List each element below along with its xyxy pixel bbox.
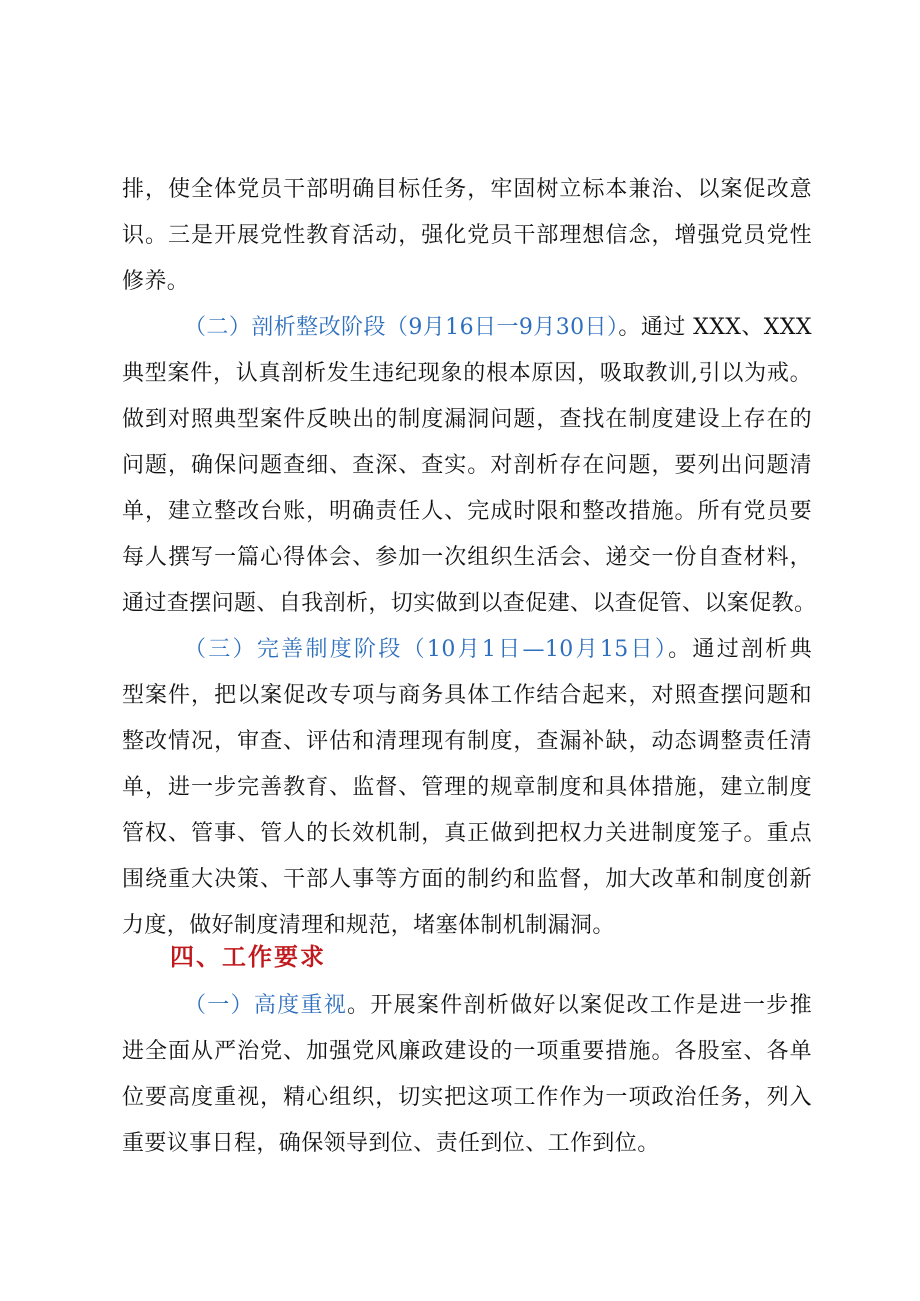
subheading-system-stage: （三）完善制度阶段（10月1日—10月15日） [184, 637, 669, 662]
paragraph-3-line-1-rest: 。通过剖析典 [668, 637, 813, 662]
paragraph-3-line-6: 围绕重大决策、干部人事等方面的制约和监督，加大改革和制度创新 [122, 867, 812, 892]
paragraph-3-line-4: 单，进一步完善教育、监督、管理的规章制度和具体措施，建立制度 [122, 775, 812, 800]
paragraph-1-line-3: 修养。 [122, 269, 190, 294]
paragraph-2-line-3: 做到对照典型案件反映出的制度漏洞问题，查找在制度建设上存在的 [122, 407, 812, 432]
paragraph-3-line-5: 管权、管事、管人的长效机制，真正做到把权力关进制度笼子。重点 [122, 821, 812, 846]
subheading-analysis-stage: （二）剖析整改阶段（9月16日一9月30日） [184, 315, 619, 340]
paragraph-3-line-1 [184, 628, 812, 672]
subheading-high-importance: （一）高度重视 [184, 993, 348, 1018]
paragraph-2-line-4: 问题，确保问题查细、查深、查实。对剖析存在问题，要列出问题清 [122, 453, 812, 478]
paragraph-4-line-4: 重要议事日程，确保领导到位、责任到位、工作到位。 [122, 1131, 660, 1156]
paragraph-2-line-1 [184, 306, 812, 350]
paragraph-4-line-2: 进全面从严治党、加强党风廉政建设的一项重要措施。各股室、各单 [122, 1039, 812, 1064]
paragraph-2-line-1-rest: 。通过 XXX、XXX [618, 315, 812, 340]
section-heading-work-requirements: 四、工作要求 [170, 943, 326, 971]
paragraph-1-line-1: 排，使全体党员干部明确目标任务，牢固树立标本兼治、以案促改意 [122, 177, 812, 202]
paragraph-2-line-7: 通过查摆问题、自我剖析，切实做到以查促建、以查促管、以案促教。 [122, 591, 817, 616]
paragraph-2-line-6: 每人撰写一篇心得体会、参加一次组织生活会、递交一份自查材料， [122, 545, 812, 570]
paragraph-4-line-1-rest: 。开展案件剖析做好以案促改工作是进一步推 [347, 993, 812, 1018]
paragraph-3-line-2: 型案件，把以案促改专项与商务具体工作结合起来，对照查摆问题和 [122, 683, 812, 708]
paragraph-2-line-2: 典型案件，认真剖析发生违纪现象的根本原因，吸取教训,引以为戒。 [122, 361, 812, 386]
paragraph-3-line-7: 力度，做好制度清理和规范，堵塞体制机制漏洞。 [122, 913, 615, 938]
paragraph-1-line-2: 识。三是开展党性教育活动，强化党员干部理想信念，增强党员党性 [122, 223, 812, 248]
paragraph-3-line-3: 整改情况，审查、评估和清理现有制度，查漏补缺，动态调整责任清 [122, 729, 812, 754]
paragraph-2-line-5: 单，建立整改台账，明确责任人、完成时限和整改措施。所有党员要 [122, 499, 812, 524]
paragraph-4-line-3: 位要高度重视，精心组织，切实把这项工作作为一项政治任务，列入 [122, 1085, 812, 1110]
paragraph-4-line-1 [184, 984, 812, 1028]
